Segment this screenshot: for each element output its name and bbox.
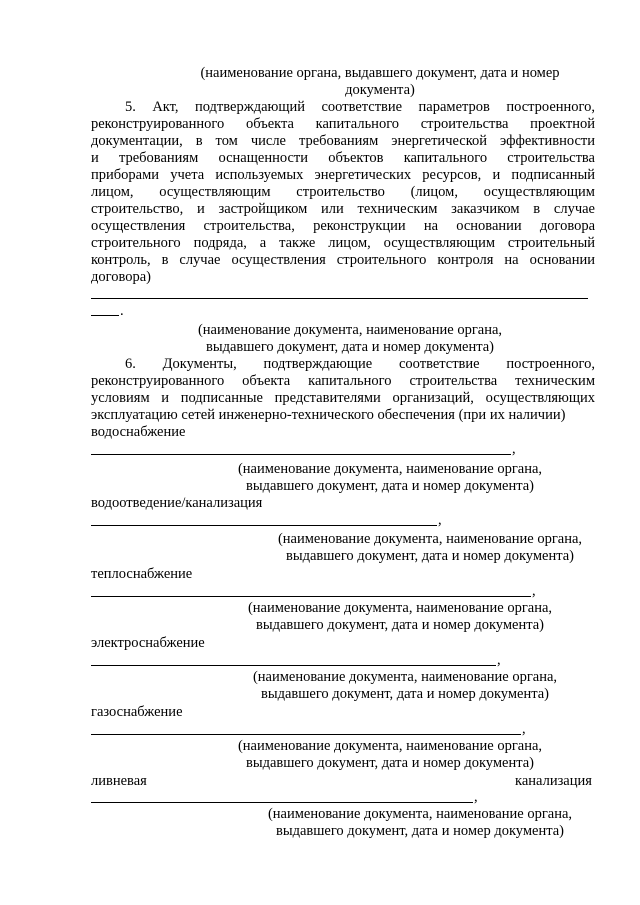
utility-fill-end: ,	[438, 512, 442, 528]
item5-line: 5. Акт, подтверждающий соответствие параметров построенного,	[125, 99, 595, 115]
item6-line: реконструированного объекта капитального строительства техническим	[91, 373, 595, 389]
utility-caption-line1: (наименование документа, наименование органа,	[277, 531, 583, 547]
item5-line: лицом, осуществляющим строительство (лицом, осуществляющим	[91, 184, 595, 200]
utility-label-storm-word2: канализация	[515, 773, 592, 789]
utility-caption-line2: выдавшего документ, дата и номер документа)	[256, 617, 544, 633]
utility-label-power: электроснабжение	[91, 635, 205, 651]
utility-caption-line1: (наименование документа, наименование органа,	[237, 461, 543, 477]
utility-fill-line-gas	[91, 734, 521, 735]
item5-line: документации, в том числе требованиям энергетической эффективности	[91, 133, 595, 149]
utility-caption-line2: выдавшего документ, дата и номер документа)	[276, 823, 564, 839]
utility-fill-line-heat	[91, 596, 531, 597]
utility-caption-line2: выдавшего документ, дата и номер документа)	[246, 478, 534, 494]
utility-fill-end: ,	[497, 652, 501, 668]
item5-line: и требованиям оснащенности объектов капитального строительства	[91, 150, 595, 166]
item5-line: осуществления строительства, реконструкции на основании договора	[91, 218, 595, 234]
utility-label-sewerage: водоотведение/канализация	[91, 495, 263, 511]
item5-fill-line-short	[91, 315, 119, 316]
item5-line: контроль, в случае осуществления строительного контроля на основании	[91, 252, 595, 268]
utility-fill-end: ,	[522, 721, 526, 737]
item5-caption-line1: (наименование документа, наименование органа,	[197, 322, 503, 338]
utility-label-heat: теплоснабжение	[91, 566, 193, 582]
item5-line: договора)	[91, 269, 151, 285]
utility-caption-line1: (наименование документа, наименование органа,	[267, 806, 573, 822]
utility-caption-line1: (наименование документа, наименование органа,	[237, 738, 543, 754]
utility-fill-line-water	[91, 454, 511, 455]
utility-caption-line1: (наименование документа, наименование органа,	[247, 600, 553, 616]
item6-line: 6. Документы, подтверждающие соответствие построенного,	[125, 356, 595, 372]
utility-caption-line1: (наименование документа, наименование органа,	[252, 669, 558, 685]
item5-fill-line	[91, 298, 588, 299]
utility-fill-line-sewerage	[91, 525, 437, 526]
utility-fill-line-storm	[91, 802, 473, 803]
utility-fill-end: ,	[512, 441, 516, 457]
item5-line: приборами учета используемых энергетических ресурсов, и подписанный	[91, 167, 595, 183]
item5-caption-line2: выдавшего документ, дата и номер документа)	[206, 339, 494, 355]
utility-fill-line-power	[91, 665, 496, 666]
item5-line: реконструированного объекта капитального строительства проектной	[91, 116, 595, 132]
item6-line: эксплуатацию сетей инженерно-технического обеспечения (при их наличии)	[91, 407, 566, 423]
utility-caption-line2: выдавшего документ, дата и номер документа)	[286, 548, 574, 564]
item5-fill-end: .	[120, 303, 124, 319]
utility-caption-line2: выдавшего документ, дата и номер документа)	[246, 755, 534, 771]
utility-fill-end: ,	[532, 583, 536, 599]
caption-top-line2: документа)	[345, 82, 415, 98]
utility-label-water: водоснабжение	[91, 424, 186, 440]
item5-line: строительство, и застройщиком или техническим заказчиком в случае	[91, 201, 595, 217]
utility-fill-end: ,	[474, 789, 478, 805]
utility-label-gas: газоснабжение	[91, 704, 183, 720]
item6-line: условиям и подписанные представителями организаций, осуществляющих	[91, 390, 595, 406]
item5-line: строительного подряда, а также лицом, осуществляющим строительный	[91, 235, 595, 251]
utility-label-storm-word1: ливневая	[91, 773, 147, 789]
utility-caption-line2: выдавшего документ, дата и номер документа)	[261, 686, 549, 702]
caption-top-line1: (наименование органа, выдавшего документ, дата и номер	[200, 65, 560, 81]
